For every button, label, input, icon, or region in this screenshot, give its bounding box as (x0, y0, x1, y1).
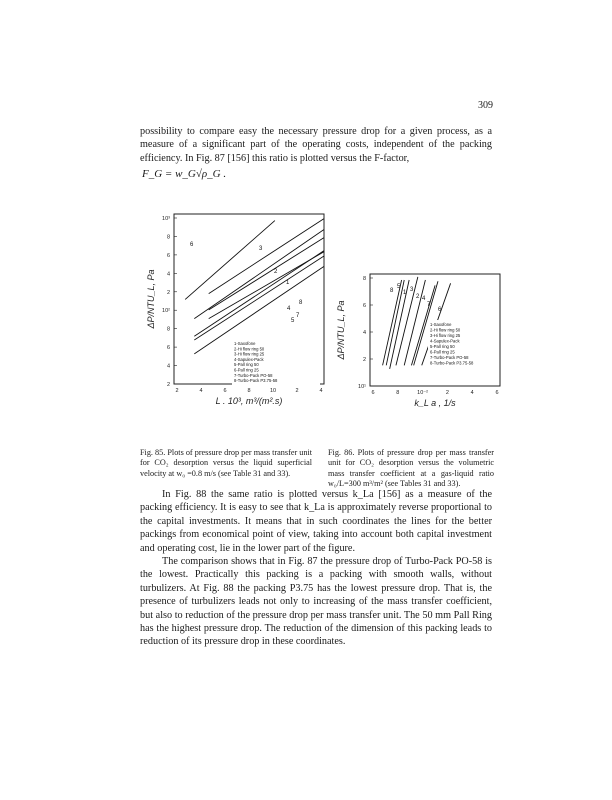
x-axis-label: k_L a , 1/s (414, 398, 456, 408)
x-tick-label: 4 (470, 390, 474, 396)
curve-label: 1 (403, 290, 407, 296)
legend-entry: 2-Hi flow ring 50 (234, 346, 265, 352)
x-axis-label: L . 10³, m³/(m².s) (215, 396, 283, 406)
legend-entry: 8-Turbo-Pack P3.75-58 (234, 378, 278, 384)
x-tick-label: 6 (223, 388, 227, 394)
curve-label: 4 (422, 296, 426, 302)
legend-entry: 7-Turbo-Pack PO-58 (234, 372, 273, 378)
legend-entry: 7-Turbo-Pack PO-58 (430, 355, 469, 360)
curve-label: 1 (286, 280, 290, 286)
x-tick-label: 2 (175, 388, 179, 394)
body-paragraph: The comparison shows that in Fig. 87 the pressure drop of Turbo-Pack PO-58 is the lowest. Practically this packing is a packing with smooth walls, without turbulizers. At Fig. 88 the packing P3.75 has the lowest pressure drop. That is, the presence of turbulizers leads not only to increasing of the mass transfer coefficient, but also to reduction of the pressure drop per mass transfer unit. The 50 mm Pall Ring has the highest pressure drop. The reduction of the dimension of this packing leads to reduction of its pressure drop in these coordinates. (140, 556, 492, 648)
x-tick-label: 4 (199, 388, 203, 394)
figure-85-caption: Fig. 85. Plots of pressure drop per mass transfer unit for CO₂ desorption versus the liquid superficial velocity at w₀ =0.8 m/s (see Table 31 and 33). (140, 448, 312, 478)
x-tick-label: 8 (247, 388, 251, 394)
y-tick-label: 10³ (162, 216, 170, 222)
curve-label: 8 (299, 300, 303, 306)
body-paragraph: In Fig. 88 the same ratio is plotted versus k_La [156] as a measure of the packing efficiency. It is easy to see that k_La is approximately reverse proportional to the capital investments. It means that in such coordinates the lines for the better packings from economical point of view, taking into account both capital investment and operating cost, lie in the lower part of the figure. (140, 489, 492, 554)
y-tick-label: 2 (166, 289, 170, 296)
curve-label: 3 (410, 287, 414, 293)
curve-label: 6 (190, 242, 194, 248)
x-tick-label: 10 (269, 388, 277, 394)
y-tick-label: 10² (162, 308, 170, 315)
curve-label: 7 (427, 302, 431, 308)
series-line (194, 256, 324, 340)
legend-entry: 1-Saxofone (430, 322, 452, 327)
series-line (209, 219, 324, 294)
x-tick-label: 10⁻² (417, 390, 429, 396)
legend-entry: 5-Pall ring 50 (234, 362, 259, 368)
y-tick-label: 2 (166, 382, 170, 388)
figure-85-chart (140, 200, 330, 440)
legend-entry: 2-Hi flow ring 50 (430, 327, 461, 333)
x-tick-label: 8 (396, 390, 400, 396)
curve-label: 7 (296, 313, 300, 319)
y-tick-label: 8 (166, 234, 170, 241)
y-tick-label: 2 (362, 357, 366, 363)
y-tick-label: 4 (166, 271, 170, 278)
curve-label: 4 (287, 306, 291, 312)
curve-label: 2 (274, 269, 278, 275)
legend-entry: 8-Turbo-Pack P3.75-58 (430, 360, 474, 366)
legend-entry: 6-Pall ring 25 (430, 349, 455, 355)
y-tick-label: 6 (166, 252, 170, 259)
curve-label: 8 (390, 288, 394, 294)
y-tick-label: 8 (362, 276, 366, 282)
legend-entry: 5-Pall ring 50 (430, 344, 455, 349)
series-line (194, 251, 324, 337)
x-tick-label: 4 (319, 388, 323, 394)
series-line (386, 280, 404, 365)
legend-entry: 3-Hi flow ring 25 (234, 351, 265, 357)
legend-entry: 4-Sapulex-Pack (234, 356, 264, 362)
curve-label: 6 (438, 307, 442, 313)
y-axis-label: ΔP/NTU_L, Pa (146, 269, 156, 329)
page-number: 309 (478, 100, 493, 111)
legend-entry: 1-Saxofone (234, 341, 256, 346)
intro-paragraph: possibility to compare easy the necessary pressure drop for a given process, as a measure of a significant part of the operating costs, independent of the packing efficiency. In Fig. 87 [156] this ratio is plotted versus the F-factor, (140, 126, 492, 164)
curve-label: 5 (291, 318, 295, 324)
legend-entry: 6-Pall ring 25 (234, 367, 259, 373)
y-tick-label: 4 (362, 330, 366, 336)
x-tick-label: 2 (295, 388, 299, 394)
y-tick-label: 4 (166, 363, 170, 370)
x-tick-label: 6 (371, 390, 375, 396)
x-tick-label: 2 (445, 390, 449, 396)
legend-entry: 3-Hi flow ring 25 (430, 333, 461, 338)
body-text (140, 488, 492, 649)
curve-label: 5 (397, 284, 401, 290)
y-axis-label: ΔP/NTU_L, Pa (336, 300, 346, 360)
figure-86-chart (330, 268, 510, 438)
legend-entry: 4-Sapulex-Pack (430, 338, 460, 344)
curve-label: 2 (416, 294, 420, 300)
y-tick-label: 6 (166, 345, 170, 352)
f-factor-formula: F_G = w_G√ρ_G . (142, 168, 227, 180)
y-tick-label: 8 (166, 326, 170, 333)
y-tick-label: 10¹ (358, 384, 366, 390)
y-tick-label: 6 (362, 303, 366, 309)
figure-86-caption: Fig. 86. Plots of pressure drop per mass transfer unit for CO₂ desorption versus the volumetric mass transfer coefficient at a gas-liquid ratio w₀/L=300 m³/m² (see Tables 31 and 33). (328, 448, 494, 489)
x-tick-label: 6 (495, 390, 499, 396)
curve-label: 3 (259, 246, 263, 252)
series-line (209, 238, 324, 310)
